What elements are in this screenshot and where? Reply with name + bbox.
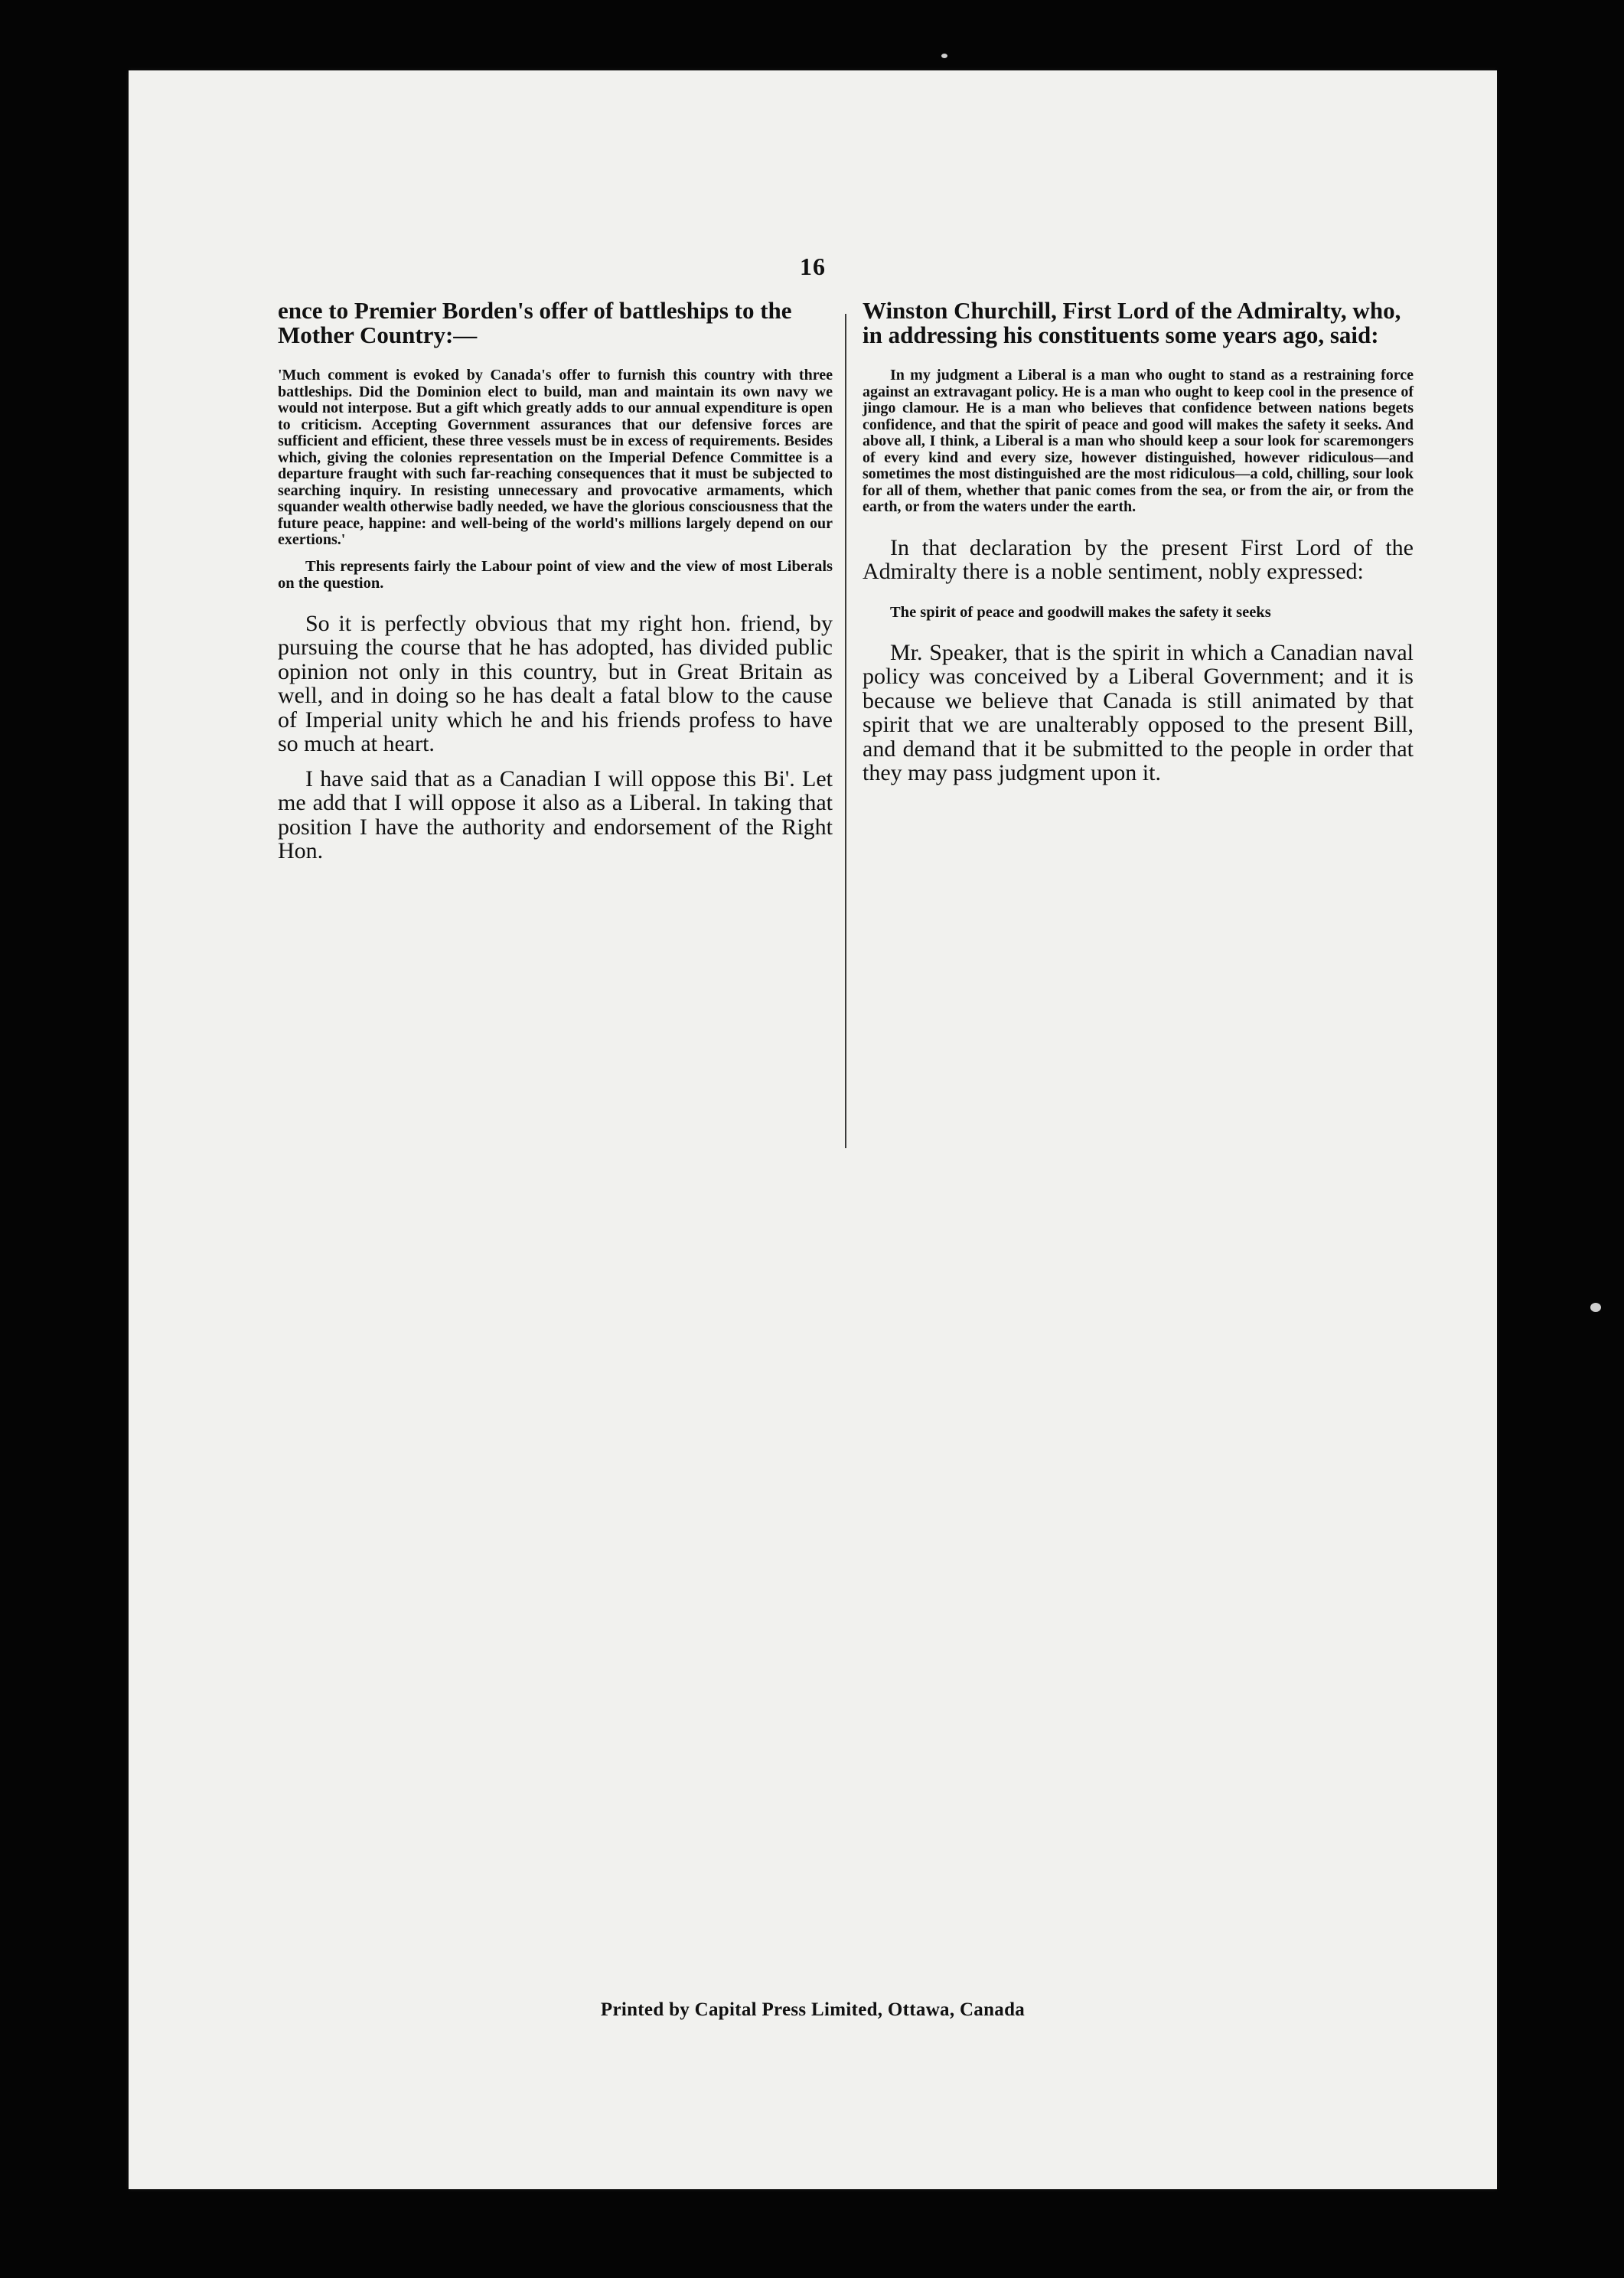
printer-imprint: Printed by Capital Press Limited, Ottawa, Canada (600, 1999, 1026, 2020)
right-lead-text: Winston Churchill, First Lord of the Admiralty, who, in addressing his constituents some years ago, said: (863, 297, 1401, 348)
column-divider (845, 314, 846, 1148)
right-block-quote: In my judgment a Liberal is a man who ought to stand as a restraining force against an extravagant policy. He is a man who ought to keep cool in the presence of jingo clamour. He is a man who believes that confidence between nations begets confidence, and that the spirit of peace and good will makes the safety it seeks. And above all, I think, a Liberal is a man who should keep a sour look for scaremongers of every kind and every size, however distinguished, however ridiculous—and sometimes the most distinguished are the most ridiculous—a cold, chilling, sour look for all of them, whether that panic comes from the sea, or from the air, or from the earth, or from the waters under the earth. (863, 367, 1414, 515)
right-column (863, 299, 1414, 785)
right-short-quote: The spirit of peace and goodwill makes the safety it seeks (890, 603, 1271, 621)
left-block-quote: 'Much comment is evoked by Canada's offer to furnish this country with three battleships. Did the Dominion elect to build, man and maintain its own navy we would not interpose. But a gift which greatly adds to our annual expenditure is open to criticism. Accepting Government assurances that our defensive forces are sufficient and efficient, these three vessels must be in excess of requirements. Besides which, giving the colonies representation on the Imperial Defence Committee is a departure fraught with such far-reaching consequences that it must be subjected to searching inquiry. In resisting unnecessary and provocative armaments, which squander wealth otherwise badly needed, we have the glorious consciousness that the future peace, happine: and well-being of the world's millions largely depend on our exertions.' (278, 367, 833, 548)
left-quote-note: This represents fairly the Labour point of view and the view of most Liberals on the question. (278, 557, 833, 592)
left-paragraph-1: So it is perfectly obvious that my right hon. friend, by pursuing the course that he has adopted, has divided public opinion not only in this country, but in Great Britain as well, and in doing so he has dealt a fatal blow to the cause of Imperial unity which he and his friends profess to have so much at heart. (278, 610, 833, 756)
film-speck (1590, 1303, 1601, 1312)
film-speck (941, 54, 947, 58)
right-paragraph-1: In that declaration by the present First Lord of the Admiralty there is a noble sentiment, nobly expressed: (863, 534, 1414, 584)
right-paragraph-2: Mr. Speaker, that is the spirit in which a Canadian naval policy was conceived by a Liberal Government; and it is because we believe that Canada is still animated by that spirit that we are unalterably opposed to the present Bill, and demand that it be submitted to the people in order that they may pass judgment upon it. (863, 639, 1414, 785)
document-page (129, 70, 1497, 2189)
left-paragraph-2: I have said that as a Canadian I will oppose this Bi'. Let me add that I will oppose it also as a Liberal. In taking that position I have the authority and endorsement of the Right Hon. (278, 765, 833, 863)
page-number: 16 (800, 253, 826, 280)
left-lead-text: ence to Premier Borden's offer of battleships to the Mother Country:— (278, 297, 792, 348)
left-column (278, 299, 833, 863)
